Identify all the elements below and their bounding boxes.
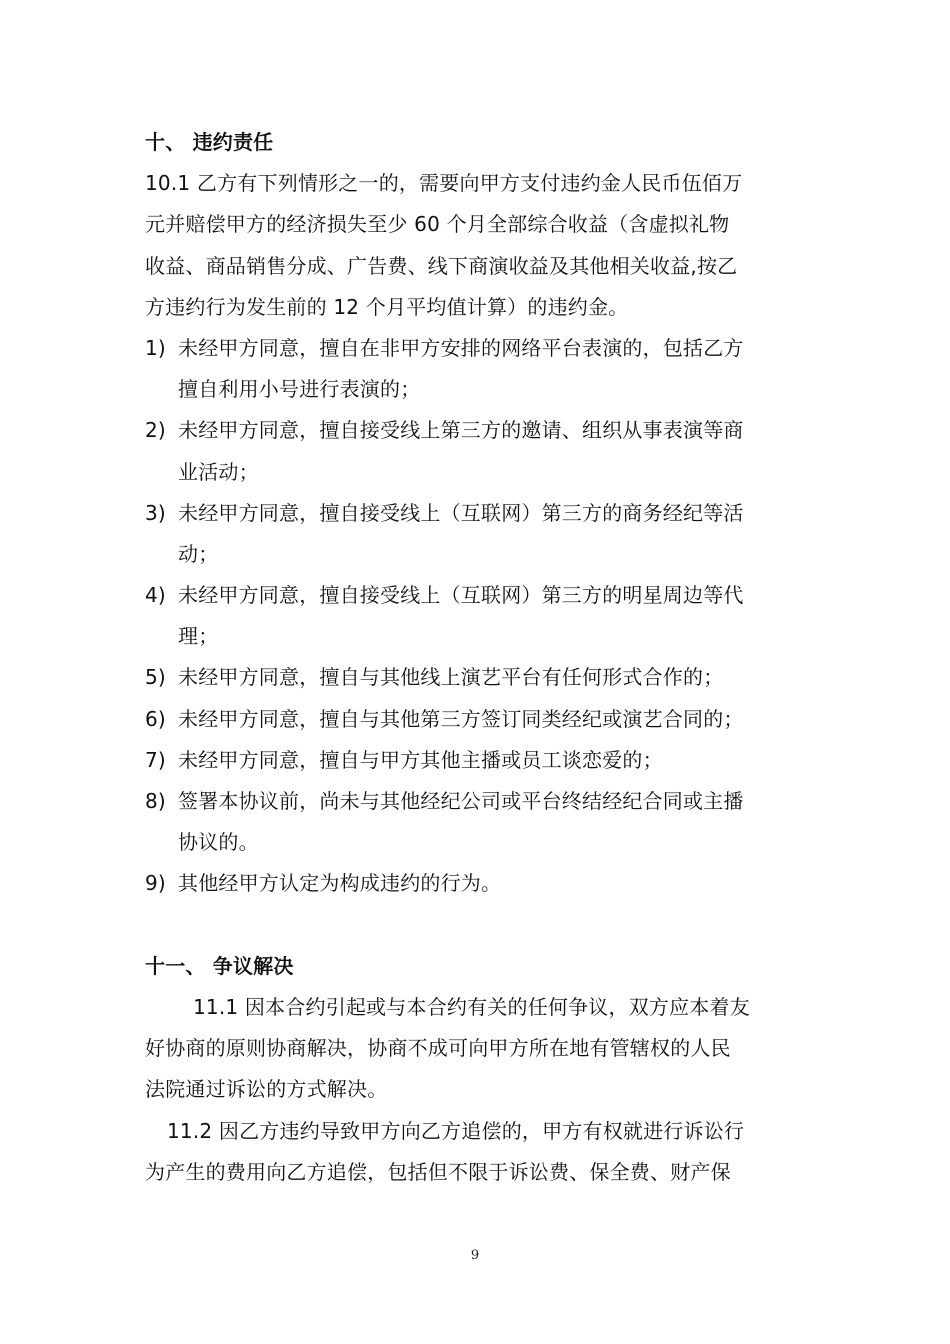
section-spacer [145,905,807,946]
paragraph-line: 法院通过诉讼的方式解决。 [145,1077,388,1102]
list-number: 6) [145,706,166,731]
list-item [145,493,807,575]
list-number: 8) [145,789,166,813]
paragraph-line: 好协商的原则协商解决，协商不成可向甲方所在地有管辖权的人民 [145,1036,731,1061]
list-number: 9) [145,871,166,896]
list-text: 未经甲方同意，擅自接受线上第三方的邀请、组织从事表演等商 [178,418,744,443]
list-item [145,328,807,410]
list-number: 5) [145,665,166,690]
list-text-continued: 擅自利用小号进行表演的； [178,377,421,402]
list-item [145,740,807,781]
section-heading-dispute-resolution: 十一、 争议解决 [145,953,294,978]
list-text: 未经甲方同意，擅自与其他线上演艺平台有任何形式合作的； [178,665,724,690]
list-text-continued: 协议的。 [178,830,259,855]
breach-list [145,328,807,905]
document-page [145,122,807,1193]
section-heading-breach-liability: 十、 违约责任 [145,130,274,154]
list-number: 3) [145,500,166,525]
clause-11-1 [145,987,807,1111]
list-item [145,699,807,740]
list-item [145,781,807,863]
list-text-continued: 业活动； [178,459,259,484]
list-text: 其他经甲方认定为构成违约的行为。 [178,871,502,896]
list-text-continued: 理； [178,624,219,649]
list-number: 2) [145,418,166,443]
paragraph-line: 为产生的费用向乙方追偿，包括但不限于诉讼费、保全费、财产保 [145,1159,731,1184]
list-number: 1) [145,335,166,360]
paragraph-line: 元并赔偿甲方的经济损失至少 60 个月全部综合收益（含虚拟礼物 [145,212,730,237]
list-text: 未经甲方同意，擅自接受线上（互联网）第三方的商务经纪等活 [178,500,744,525]
list-text: 签署本协议前，尚未与其他经纪公司或平台终结经纪合同或主播 [178,789,744,813]
paragraph-line: 11.1 因本合约引起或与本合约有关的任何争议，双方应本着友 [193,994,750,1019]
paragraph-line: 11.2 因乙方违约导致甲方向乙方追偿的，甲方有权就进行诉讼行 [167,1118,745,1143]
list-item [145,410,807,492]
list-number: 4) [145,583,166,608]
page-number: 9 [470,1248,480,1263]
list-text: 未经甲方同意，擅自与其他第三方签订同类经纪或演艺合同的； [178,706,744,731]
list-number: 7) [145,747,166,772]
paragraph-line: 10.1 乙方有下列情形之一的，需要向甲方支付违约金人民币伍佰万 [145,171,743,196]
list-item [145,863,807,904]
paragraph-line: 方违约行为发生前的 12 个月平均值计算）的违约金。 [145,294,629,319]
list-item [145,575,807,657]
clause-10-1 [145,163,807,328]
clause-11-2 [145,1111,807,1193]
paragraph-line: 收益、商品销售分成、广告费、线下商演收益及其他相关收益,按乙 [145,253,738,278]
list-text: 未经甲方同意，擅自接受线上（互联网）第三方的明星周边等代 [178,583,744,608]
list-item [145,657,807,698]
list-text: 未经甲方同意，擅自与甲方其他主播或员工谈恋爱的； [178,747,663,772]
list-text: 未经甲方同意，擅自在非甲方安排的网络平台表演的，包括乙方 [178,335,744,360]
list-text-continued: 动； [178,541,219,566]
